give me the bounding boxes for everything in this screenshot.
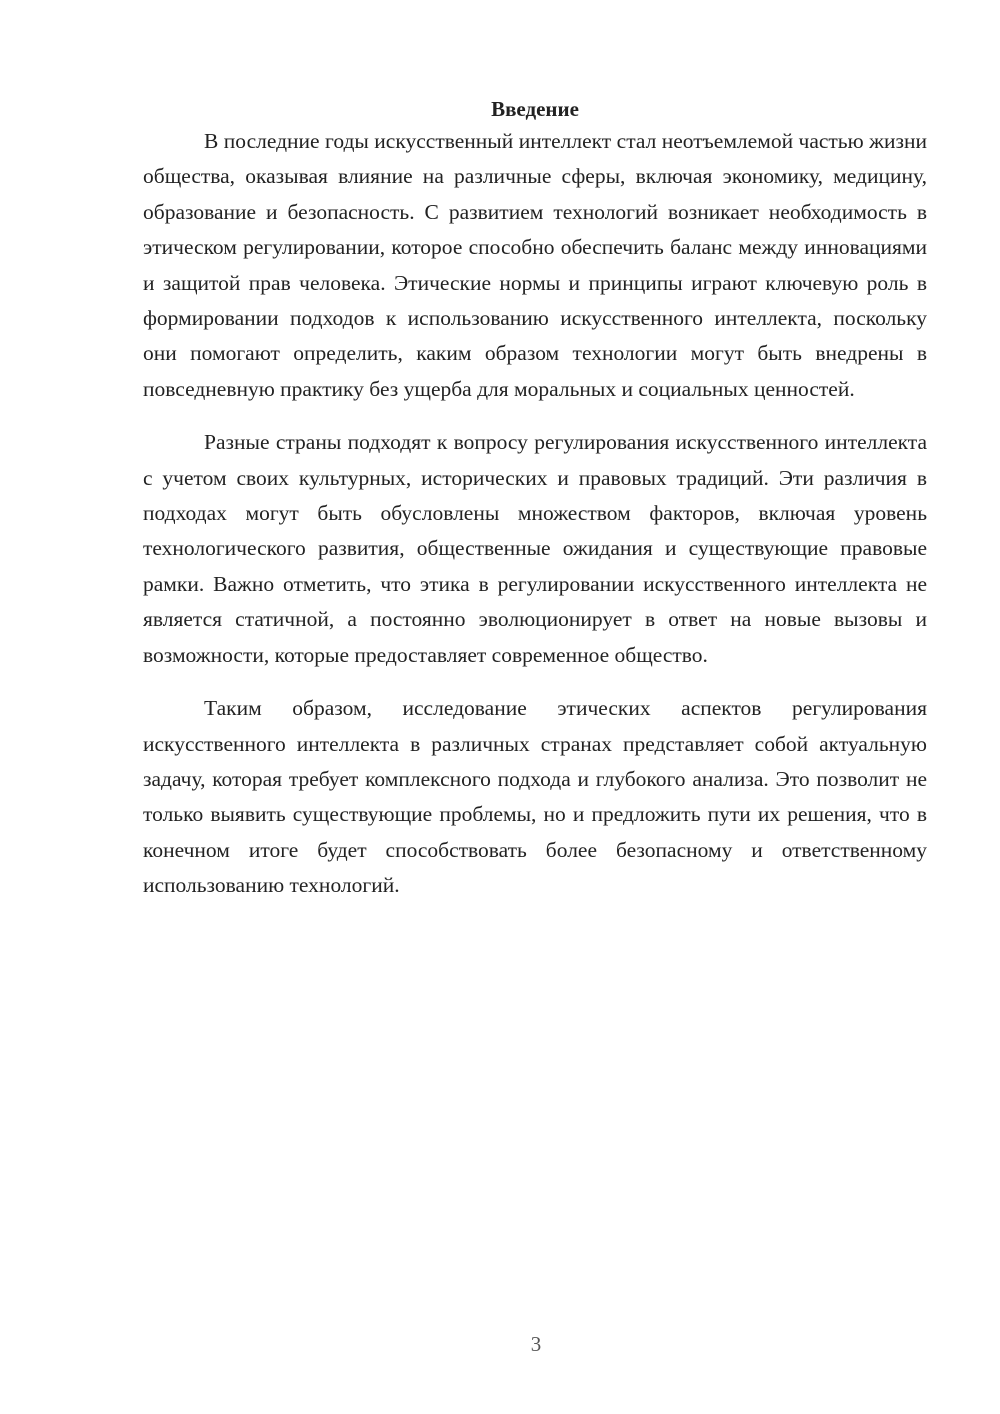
paragraph-3: Таким образом, исследование этических аспектов регулирования искусственного интеллекта в различных странах представляет собой актуальную задачу, которая требует комплексного подхода и глубокого анализа. Это позволит не только выявить существующие проблемы, но и предложить пути их решения, что в конечном итоге будет способствовать более безопасному и ответственному использованию технологий. bbox=[143, 696, 927, 898]
paragraph-2: Разные страны подходят к вопросу регулирования искусственного интеллекта с учетом своих культурных, исторических и правовых традиций. Эти различия в подходах могут быть обусловлены множеством факторов, включая уровень технологического развития, общественные ожидания и существующие правовые рамки. Важно отметить, что этика в регулировании искусственного интеллекта не является статичной, а постоянно эволюционирует в ответ на новые вызовы и возможности, которые предоставляет современное общество. bbox=[143, 430, 927, 667]
section-title: Введение bbox=[491, 97, 579, 121]
document-body bbox=[143, 92, 927, 922]
page-number: 3 bbox=[530, 1332, 542, 1356]
paragraph-1: В последние годы искусственный интеллект стал неотъемлемой частью жизни общества, оказывая влияние на различные сферы, включая экономику, медицину, образование и безопасность. С развитием технологий возникает необходимость в этическом регулировании, которое способно обеспечить баланс между инновациями и защитой прав человека. Этические нормы и принципы играют ключевую роль в формировании подходов к использованию искусственного интеллекта, поскольку они помогают определить, каким образом технологии могут быть внедрены в повседневную практику без ущерба для моральных и социальных ценностей. bbox=[143, 129, 927, 401]
